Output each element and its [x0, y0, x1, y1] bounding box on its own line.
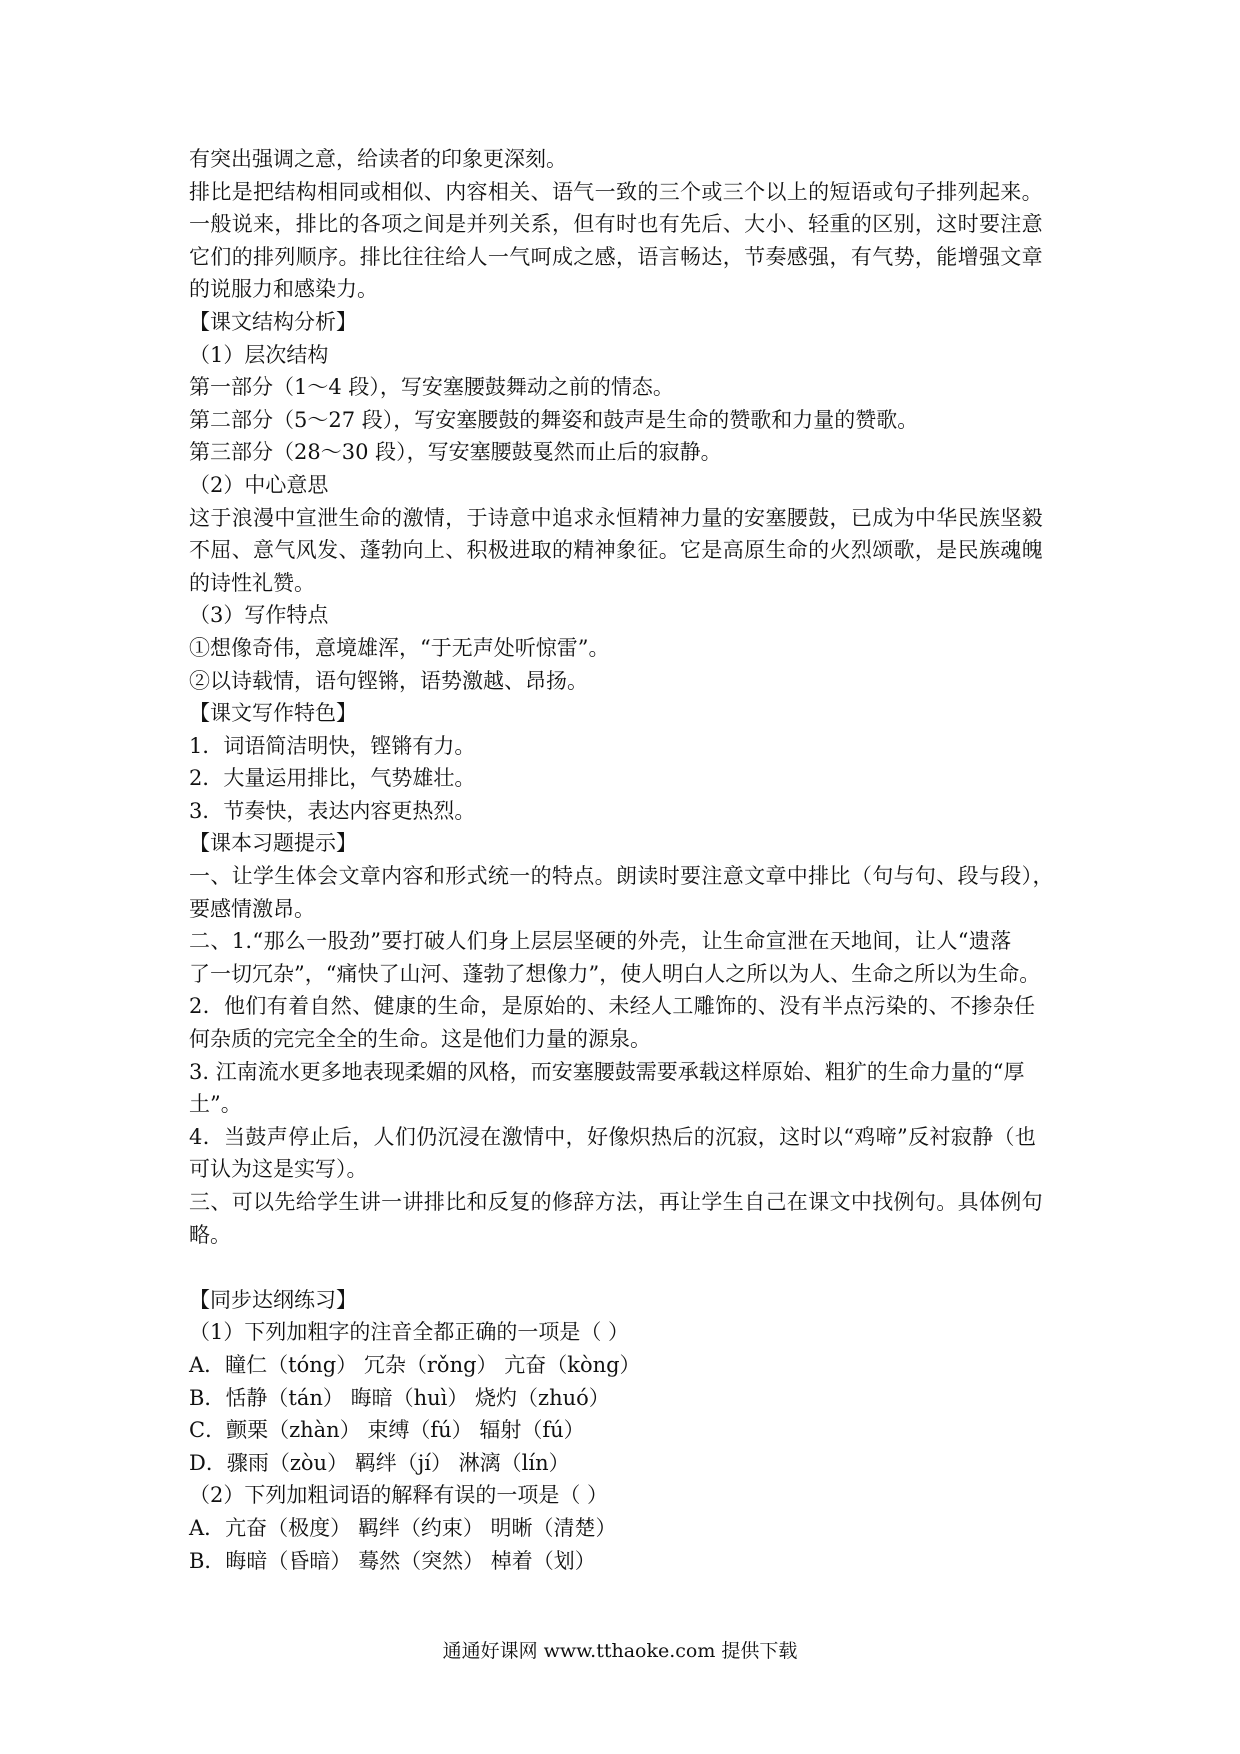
section-heading: 【课本习题提示】: [189, 831, 357, 856]
list-item: 1．词语简洁明快，铿锵有力。: [189, 733, 476, 758]
section-heading: 【课文结构分析】: [189, 309, 357, 334]
answer-option: D．骤雨（zòu） 羁绊（jí） 淋漓（lín）: [189, 1450, 570, 1475]
text-line: 第三部分（28～30 段），写安塞腰鼓戛然而止后的寂静。: [189, 440, 722, 465]
question-stem: （1）下列加粗字的注音全都正确的一项是（ ）: [189, 1320, 630, 1345]
blank-line: [189, 1251, 1069, 1284]
question-stem: （2）下列加粗词语的解释有误的一项是（ ）: [189, 1483, 609, 1508]
text-line: 排比是把结构相同或相似、内容相关、语气一致的三个或三个以上的短语或句子排列起来。: [189, 179, 1043, 204]
text-line: 三、可以先给学生讲一讲排比和反复的修辞方法，再让学生自己在课文中找例句。具体例句: [189, 1190, 1043, 1214]
list-item: 2．大量运用排比，气势雄壮。: [189, 766, 476, 791]
text-line: 略。: [189, 1222, 231, 1247]
text-line: 了一切冗杂”，“痛快了山河、蓬勃了想像力”，使人明白人之所以为人、生命之所以为生命。: [189, 961, 1041, 986]
subsection-heading: （1）层次结构: [189, 342, 329, 367]
text-line: 要感情激昂。: [189, 896, 315, 921]
text-line: 一、让学生体会文章内容和形式统一的特点。朗读时要注意文章中排比（句与句、段与段），: [189, 864, 1054, 889]
text-line: 的诗性礼赞。: [189, 570, 315, 595]
text-line: 二、1.“那么一股劲”要打破人们身上层层坚硬的外壳，让生命宣泄在天地间，让人“遗落: [189, 929, 1012, 954]
text-line: 它们的排列顺序。排比往往给人一气呵成之感，语言畅达，节奏感强，有气势，能增强文章: [189, 244, 1043, 269]
text-line: 这于浪漫中宣泄生命的激情，于诗意中追求永恒精神力量的安塞腰鼓，已成为中华民族坚毅: [189, 505, 1043, 530]
section-heading: 【课文写作特色】: [189, 701, 357, 726]
text-line: 4．当鼓声停止后，人们仍沉浸在激情中，好像炽热后的沉寂，这时以“鸡啼”反衬寂静（也: [189, 1124, 1037, 1149]
answer-option: A．瞳仁（tóng） 冗杂（rǒng） 亢奋（kòng）: [189, 1352, 641, 1377]
answer-option: C．颤栗（zhàn） 束缚（fú） 辐射（fú）: [189, 1418, 585, 1443]
page-footer: 通通好课网 www.tthaoke.com 提供下载: [442, 1640, 798, 1662]
answer-option: B．晦暗（昏暗） 蓦然（突然） 棹着（划）: [189, 1548, 596, 1573]
text-line: 不屈、意气风发、蓬勃向上、积极进取的精神象征。它是高原生命的火烈颂歌，是民族魂魄: [189, 538, 1043, 563]
list-item: 3．节奏快，表达内容更热烈。: [189, 798, 476, 823]
subsection-heading: （2）中心意思: [189, 472, 329, 497]
text-line: 可认为这是实写）。: [189, 1157, 368, 1182]
section-heading: 【同步达纲练习】: [189, 1287, 357, 1312]
text-line: 2．他们有着自然、健康的生命，是原始的、未经人工雕饰的、没有半点污染的、不掺杂任: [189, 994, 1036, 1019]
answer-option: A．亢奋（极度） 羁绊（约束） 明晰（清楚）: [189, 1515, 617, 1540]
answer-option: B．恬静（tán） 晦暗（huì） 烧灼（zhuó）: [189, 1385, 610, 1410]
document-body: [189, 143, 1069, 1577]
text-line: 第一部分（1～4 段），写安塞腰鼓舞动之前的情态。: [189, 375, 674, 400]
text-line: 土”。: [189, 1092, 242, 1117]
text-line: 何杂质的完完全全的生命。这是他们力量的源泉。: [189, 1027, 651, 1052]
text-line: 3. 江南流水更多地表现柔媚的风格，而安塞腰鼓需要承载这样原始、粗犷的生命力量的“厚: [189, 1059, 1025, 1084]
text-line: 第二部分（5～27 段），写安塞腰鼓的舞姿和鼓声是生命的赞歌和力量的赞歌。: [189, 407, 919, 432]
text-line: 的说服力和感染力。: [189, 277, 378, 302]
text-line: 有突出强调之意，给读者的印象更深刻。: [189, 147, 567, 171]
text-line: ①想像奇伟，意境雄浑，“于无声处听惊雷”。: [189, 635, 610, 660]
text-line: 一般说来，排比的各项之间是并列关系，但有时也有先后、大小、轻重的区别，这时要注意: [189, 212, 1043, 237]
text-line: ②以诗载情，语句铿锵，语势激越、昂扬。: [189, 668, 588, 693]
subsection-heading: （3）写作特点: [189, 603, 329, 628]
